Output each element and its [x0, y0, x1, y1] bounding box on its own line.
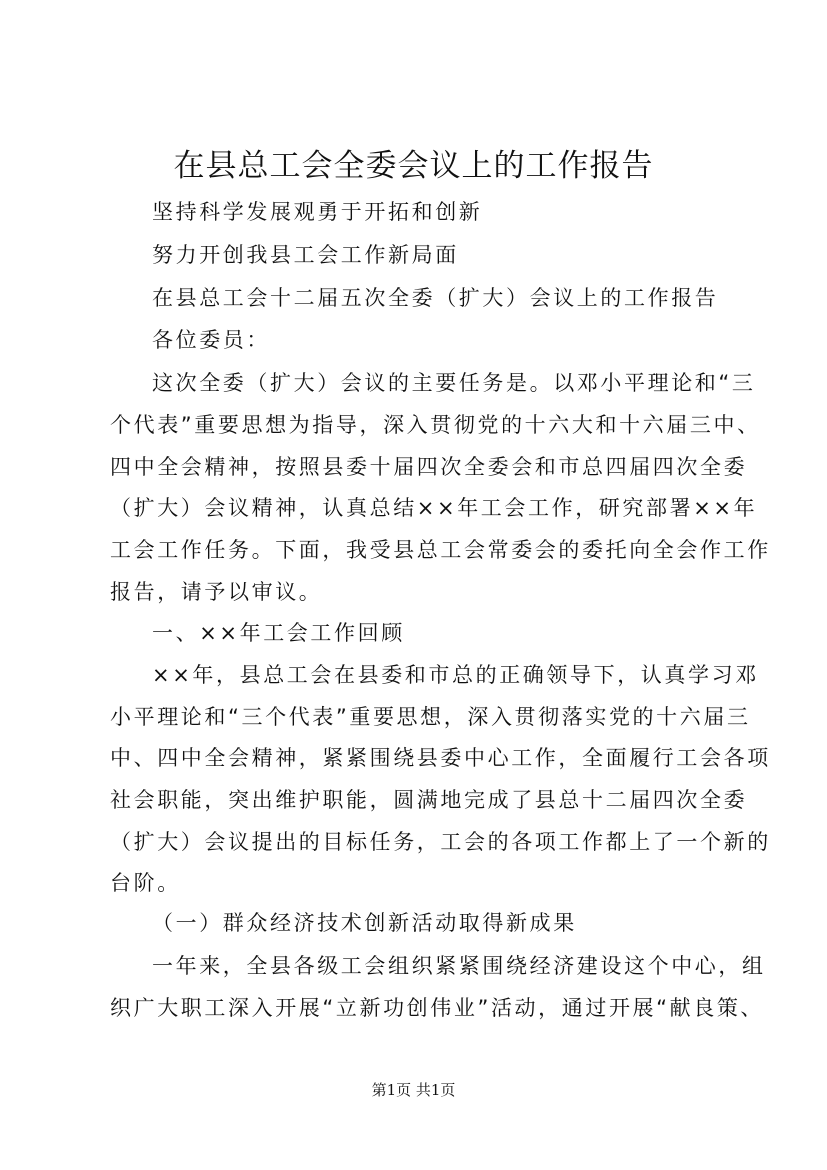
body-line: 报告，请予以审议。 — [110, 580, 323, 604]
body-line: 坚持科学发展观勇于开拓和创新 — [152, 200, 483, 224]
body-line: （扩大）会议提出的目标任务，工会的各项工作都上了一个新的 — [110, 830, 771, 854]
body-line: 各位委员： — [152, 328, 270, 352]
body-line: 这次全委（扩大）会议的主要任务是。以邓小平理论和“三 — [152, 371, 756, 395]
document-title: 在县总工会全委会议上的工作报告 — [173, 148, 654, 184]
body-line: 织广大职工深入开展“立新功创伟业”活动，通过开展“献良策、 — [110, 996, 765, 1020]
section-heading: 一、××年工会工作回顾 — [152, 621, 405, 645]
body-line: 中、四中全会精神，紧紧围绕县委中心工作，全面履行工会各项 — [110, 746, 771, 770]
body-line: 一年来，全县各级工会组织紧紧围绕经济建设这个中心，组 — [152, 954, 766, 978]
page-number-footer: 第1页 共1页 — [371, 1081, 456, 1099]
body-line: 在县总工会十二届五次全委（扩大）会议上的工作报告 — [152, 286, 719, 310]
body-line: （扩大）会议精神，认真总结××年工会工作，研究部署××年 — [110, 496, 758, 520]
body-line: 工会工作任务。下面，我受县总工会常委会的委托向全会作工作 — [110, 538, 771, 562]
body-line: 台阶。 — [110, 871, 181, 895]
subsection-heading: （一）群众经济技术创新活动取得新成果 — [152, 911, 577, 935]
body-line: 社会职能，突出维护职能，圆满地完成了县总十二届四次全委 — [110, 788, 748, 812]
body-line: 努力开创我县工会工作新局面 — [152, 243, 459, 267]
body-line: 个代表”重要思想为指导，深入贯彻党的十六大和十六届三中、 — [110, 413, 761, 437]
body-line: ××年，县总工会在县委和市总的正确领导下，认真学习邓 — [152, 663, 759, 687]
body-line: 四中全会精神，按照县委十届四次全委会和市总四届四次全委 — [110, 455, 748, 479]
body-line: 小平理论和“三个代表”重要思想，深入贯彻落实党的十六届三 — [110, 705, 751, 729]
